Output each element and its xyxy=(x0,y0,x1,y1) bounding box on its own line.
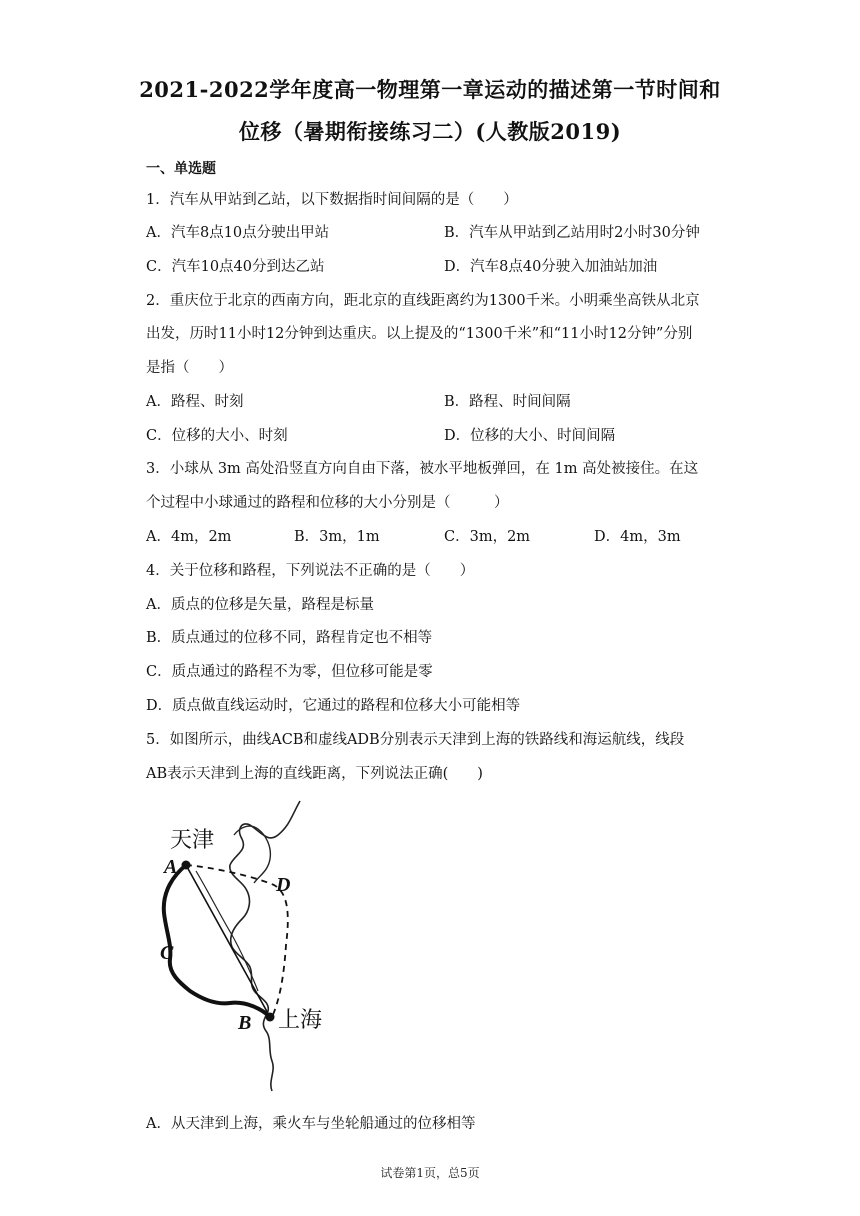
question-3-stem-line-2: 个过程中小球通过的路程和位移的大小分别是（ ） xyxy=(146,495,509,511)
question-2-stem-line-2: 出发，历时11小时12分钟到达重庆。以上提及的“1300千米”和“11小时12分钟”分别 xyxy=(146,326,693,342)
question-1-option-a: A．汽车8点10点分驶出甲站 xyxy=(146,225,330,241)
question-5-option-a: A．从天津到上海，乘火车与坐轮船通过的位移相等 xyxy=(146,1116,476,1132)
page-footer: 试卷第1页，总5页 xyxy=(380,1166,480,1180)
question-4-option-b: B．质点通过的位移不同，路程肯定也不相等 xyxy=(146,630,433,646)
question-4-option-c: C．质点通过的路程不为零，但位移可能是零 xyxy=(146,664,433,680)
question-3-option-d: D．4m，3m xyxy=(594,529,681,545)
question-1-stem: 1．汽车从甲站到乙站，以下数据指时间间隔的是（ ） xyxy=(146,192,518,208)
label-shanghai: 上海 xyxy=(278,1008,323,1033)
question-4-option-d: D．质点做直线运动时，它通过的路程和位移大小可能相等 xyxy=(146,698,521,714)
question-4-stem: 4．关于位移和路程，下列说法不正确的是（ ） xyxy=(146,563,475,579)
section-title: 一、单选题 xyxy=(146,161,216,177)
question-1-option-c: C．汽车10点40分到达乙站 xyxy=(146,259,325,275)
label-b: B xyxy=(238,1012,252,1034)
coastline xyxy=(230,801,300,1091)
railway-acb xyxy=(164,865,270,1017)
question-3-option-b: B．3m，1m xyxy=(294,529,380,545)
question-2-option-b: B．路程、时间间隔 xyxy=(444,394,571,410)
sea-route-adb xyxy=(186,865,291,1017)
question-3-stem-line-1: 3．小球从 3m 高处沿竖直方向自由下落，被水平地板弹回，在 1m 高处被接住。在这 xyxy=(146,461,699,477)
page-title-line-2: 位移（暑期衔接练习二）(人教版2019) xyxy=(238,119,622,144)
tianjin-shanghai-route-map xyxy=(150,795,350,1095)
point-a-dot xyxy=(182,861,191,870)
inner-line xyxy=(196,871,258,991)
question-4-option-a: A．质点的位移是矢量，路程是标量 xyxy=(146,597,374,613)
question-2-stem-line-3: 是指（ ） xyxy=(146,360,233,376)
question-2-option-c: C．位移的大小、时刻 xyxy=(146,428,288,444)
question-5-stem-line-1: 5．如图所示，曲线ACB和虚线ADB分别表示天津到上海的铁路线和海运航线，线段 xyxy=(146,732,685,748)
question-1-option-b: B．汽车从甲站到乙站用时2小时30分钟 xyxy=(444,225,700,241)
label-d: D xyxy=(276,874,291,896)
question-2-stem-line-1: 2．重庆位于北京的西南方向，距北京的直线距离约为1300千米。小明乘坐高铁从北京 xyxy=(146,293,700,309)
question-2-option-d: D．位移的大小、时间间隔 xyxy=(444,428,616,444)
question-5-stem-line-2: AB表示天津到上海的直线距离，下列说法正确( ) xyxy=(146,766,483,782)
question-3-option-a: A．4m，2m xyxy=(146,529,232,545)
question-3-option-c: C．3m，2m xyxy=(444,529,531,545)
label-tianjin: 天津 xyxy=(170,828,215,853)
page-title-line-1: 2021-2022学年度高一物理第一章运动的描述第一节时间和 xyxy=(139,77,721,102)
point-b-dot xyxy=(266,1013,275,1022)
question-2-option-a: A．路程、时刻 xyxy=(146,394,244,410)
label-a: A xyxy=(164,856,178,878)
label-c: C xyxy=(160,942,174,964)
question-1-option-d: D．汽车8点40分驶入加油站加油 xyxy=(444,259,658,275)
